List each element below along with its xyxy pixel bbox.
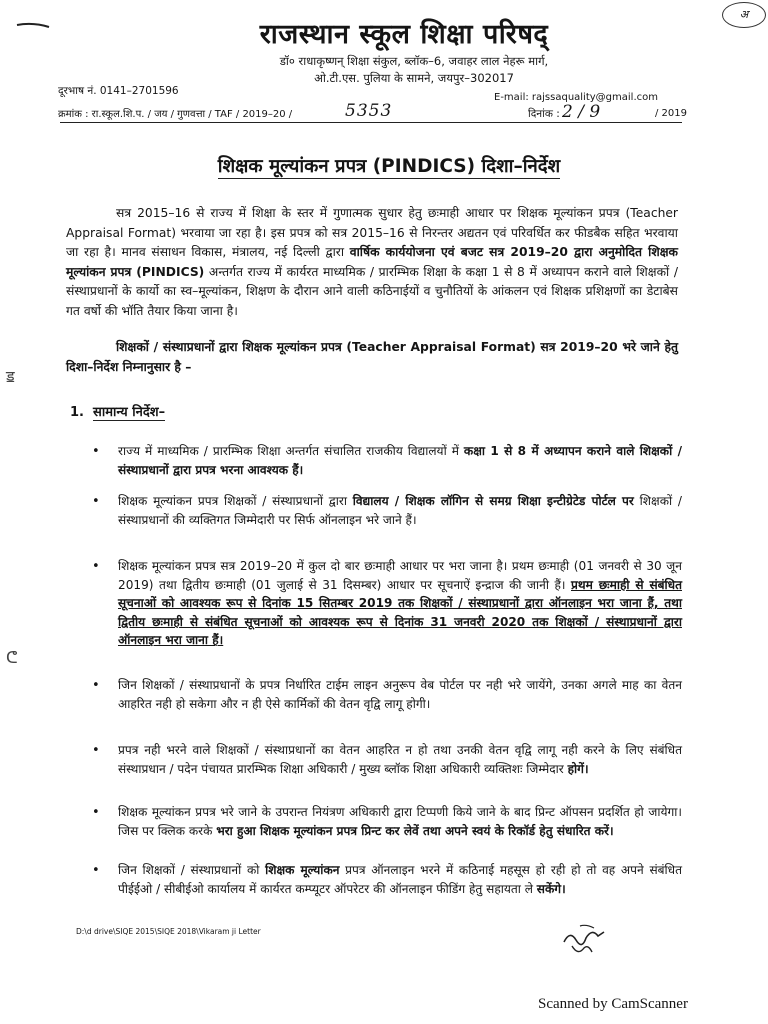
punch-hole-mark: ᕦ [6, 648, 18, 667]
handwritten-reference-number: 5353 [345, 101, 393, 121]
reference-line: क्रमांक : रा.स्कूल.शि.प. / जय / गुणवत्ता / TAF / 2019–20 / [58, 109, 293, 120]
list-item-text: जिन शिक्षकों / संस्थाप्रधानों के प्रपत्र निर्धारित टाईम लाइन अनुरूप वेब पोर्टल पर नही भरे जायेंगे, उनका अगले माह का वेतन आहरित नही हो सकेगा और न ही ऐसे कार्मिकों की वेतन वृद्वि लागू होगी। [118, 678, 682, 711]
list-item-bold-text: कक्षा 1 से 8 में अध्यापन कराने वाले शिक्षकों / संस्थाप्रधानों द्वारा प्रपत्र भरना आवश्यक हैं। [118, 444, 682, 477]
section-heading [70, 402, 165, 420]
list-item-text: शिक्षक मूल्यांकन प्रपत्र शिक्षकों / संस्थाप्रधानों द्वारा [118, 494, 353, 508]
list-item [118, 492, 682, 529]
punch-hole-mark: ॾ [6, 367, 15, 386]
bullet-marker: • [92, 863, 100, 878]
document-heading [0, 153, 768, 178]
corner-annotation: अ [722, 2, 766, 28]
list-item-text: प्रपत्र नही भरने वाले शिक्षकों / संस्थाप्रधानों का वेतन आहरित न हो तथा उनकी वेतन वृद्वि लागू नही करने के लिए संबंधित संस्थाप्रधान / पदेन पंचायत प्रारम्भिक शिक्षा अधिकारी / मुख्य ब्लॉक शिक्षा अधिकारी व्यक्तिशः जिम्मेदार [118, 743, 682, 776]
intro-text-c: अन्तर्गत राज्य में कार्यरत माध्यमिक / प्रारम्भिक शिक्षा के कक्षा 1 से 8 में अध्यापन कराने वाले शिक्षकों / संस्थाप्रधानों के कार्यो का स्व–मूल्यांकन, शिक्षण के दौरान आने वाली कठिनाईयों व चुनौतियों के आंकलन एवं शिक्षक प्रशिक्षणों का डेटाबेस गत वर्षो की भॉति तैयार किया जाना है। [66, 264, 678, 318]
list-item [118, 803, 682, 840]
list-item-bold-text: सकेंगे। [536, 881, 566, 896]
intro-text-b: वार्षिक कार्ययोजना एवं बजट सत्र 2019–20 द्वारा अनुमोदित शिक्षक मूल्यांकन प्रपत्र (PINDICS) [66, 245, 678, 279]
date-year: / 2019 [655, 108, 687, 119]
section-title: सामान्य निर्देश– [93, 405, 166, 420]
handwritten-date: 2 / 9 [562, 102, 601, 122]
organization-title: राजस्थान स्कूल शिक्षा परिषद् [259, 19, 549, 50]
guideline-intro-paragraph: शिक्षकों / संस्थाप्रधानों द्वारा शिक्षक मूल्यांकन प्रपत्र (Teacher Appraisal Format) सत्र 2019–20 भरे जाने हेतु दिशा–निर्देश निम्नानुसार है – [66, 340, 678, 374]
address-line-1: डॉ० राधाकृष्णन् शिक्षा संकुल, ब्लॉक–6, जवाहर लाल नेहरू मार्ग, [279, 54, 549, 68]
handwritten-signature [558, 922, 614, 964]
list-item-text: राज्य में माध्यमिक / प्रारम्भिक शिक्षा अन्तर्गत संचालित राजकीय विद्यालयों में [118, 444, 464, 458]
list-item [118, 676, 682, 713]
bullet-marker: • [92, 743, 100, 758]
header-divider [60, 122, 682, 123]
list-item-text: शिक्षकों / संस्थाप्रधानों की व्यक्तिगत जिम्मेदारी पर सिर्फ ऑनलाइन भरे जाने हैं। [118, 494, 682, 527]
list-item-bold-text: भरा हुआ शिक्षक मूल्यांकन प्रपत्र प्रिन्ट कर लेवें तथा अपने स्वयं के रिकॉर्ड हेतु संधारित करें। [216, 823, 614, 838]
document-heading-text: शिक्षक मूल्यांकन प्रपत्र (PINDICS) दिशा–निर्देश [217, 156, 561, 177]
list-item-text: प्रपत्र ऑनलाइन भरने में कठिनाई महसूस हो रही हो तो वह अपने संबंधित पीईईओ / सीबीईओ कार्यालय में कार्यरत कम्प्यूटर ऑपरेटर की ऑनलाइन फीडिंग हेतु सहायता ले [118, 863, 683, 896]
list-item-text: जिन शिक्षकों / संस्थाप्रधानों को [118, 863, 266, 877]
list-item-bold-text: प्रथम छःमाही से संबंधित सूचनाओं को आवश्यक रूप से दिनांक 15 सितम्बर 2019 तक शिक्षकों / संस्थाप्रधानों द्वारा ऑनलाइन भरा जाना हैं, तथा द्वितीय छःमाही से संबंधित सूचनाओं को आवश्यक रूप से दिनांक 31 जनवरी 2020 तक शिक्षकों / संस्थाप्रधानों द्वारा ऑनलाइन भरा जाना हैं। [118, 577, 682, 648]
section-number: 1. [70, 405, 84, 420]
list-item [118, 741, 682, 778]
list-item-bold-text: होगें। [567, 761, 589, 776]
bullet-marker: • [92, 805, 100, 820]
list-item [118, 861, 682, 898]
list-item [118, 442, 682, 479]
email-address: E-mail: rajssaquality@gmail.com [494, 92, 658, 103]
scanner-watermark: Scanned by CamScanner [538, 996, 688, 1012]
list-item-bold-text: शिक्षक मूल्यांकन [265, 863, 340, 877]
list-item-text: शिक्षक मूल्यांकन प्रपत्र भरे जाने के उपरान्त नियंत्रण अधिकारी द्वारा टिप्पणी किये जाने के बाद प्रिन्ट ऑपसन प्रदर्शित हो जायेगा। जिस पर क्लिक करके [118, 805, 682, 838]
list-item [118, 557, 682, 650]
bullet-marker: • [92, 678, 100, 693]
list-item-text: शिक्षक मूल्यांकन प्रपत्र सत्र 2019–20 में कुल दो बार छःमाही आधार पर भरा जाना है। प्रथम छःमाही (01 जनवरी से 30 जून 2019) तथा द्वितीय छःमाही (01 जुलाई से 31 दिसम्बर) आधार पर सूचनाऐं इन्द्राज की जानी हैं। [118, 559, 682, 592]
file-path: D:\d drive\SIQE 2015\SIQE 2018\Vikaram ji Letter [76, 927, 261, 936]
bullet-marker: • [92, 494, 100, 509]
date-label: दिनांक : [528, 108, 560, 120]
bullet-marker: • [92, 444, 100, 459]
intro-paragraph [66, 204, 678, 322]
phone-number: दूरभाष नं. 0141–2701596 [58, 85, 179, 97]
intro-text-a: सत्र 2015–16 से राज्य में शिक्षा के स्तर में गुणात्मक सुधार हेतु छःमाही आधार पर शिक्षक मूल्यांकन प्रपत्र (Teacher Appraisal Format) भरवाया जा रहा है। इस प्रपत्र को सत्र 2015–16 से निरन्तर अद्यतन एवं परिवर्धित कर फीडबैक सहित भरवाया जा रहा है। मानव संसाधन विकास, मंत्रालय, नई दिल्ली द्वारा [66, 206, 678, 260]
address-line-2: ओ.टी.एस. पुलिया के सामने, जयपुर–302017 [314, 71, 514, 85]
list-item-bold-text: विद्यालय / शिक्षक लॉगिन से समग्र शिक्षा इन्टीग्रेटेड पोर्टल पर [352, 494, 634, 508]
bullet-marker: • [92, 559, 100, 574]
